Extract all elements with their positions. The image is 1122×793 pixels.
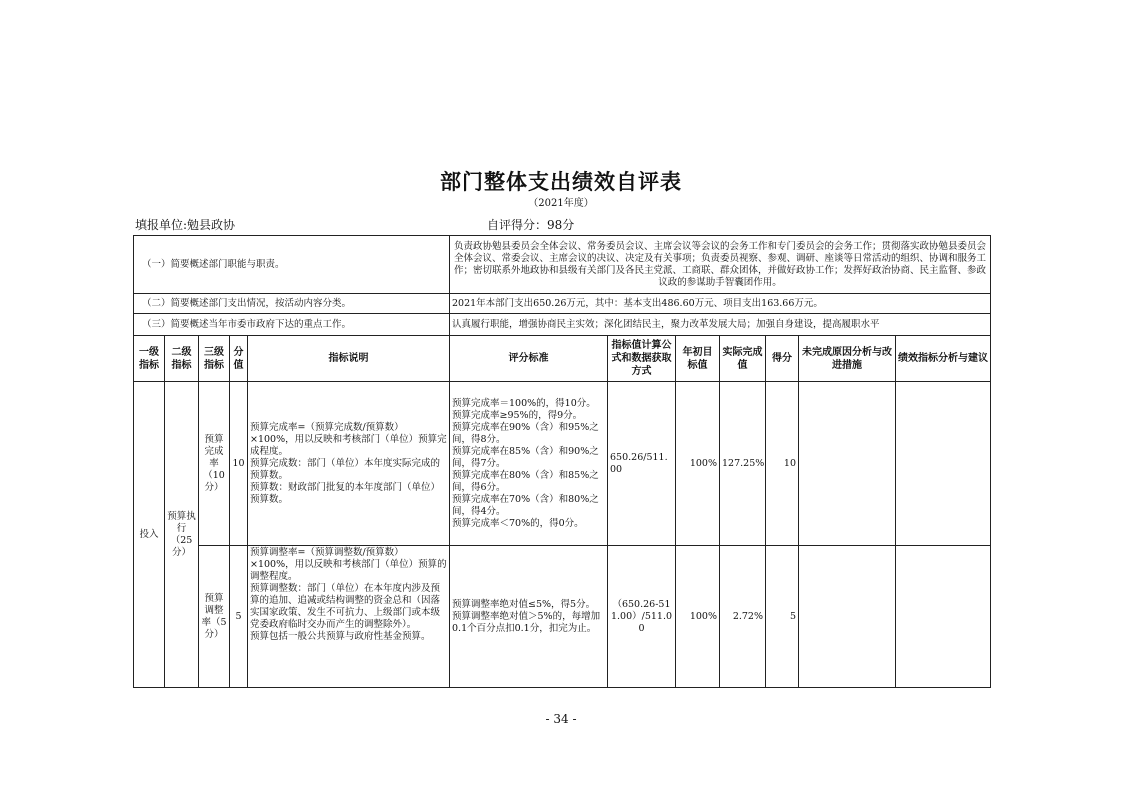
summary-content: 负责政协勉县委员会全体会议、常务委员会议、主席会议等会议的会务工作和专门委员会的会务工作；贯彻落实政协勉县委员会全体会议、常委会议、主席会议的决议、决定及有关事项；负责委员视察、参观、调研、座谈等日常活动的组织、协调和服务工作；密切联系外地政协和县级有关部门及各民主党派、工商联、群众团体，并做好政协工作；发挥好政治协商、民主监督、参政议政的参谋助手智囊团作用。	[450, 236, 991, 294]
indicator-row-2	[134, 546, 991, 688]
target-cell: 100%	[676, 546, 720, 688]
criteria-line: 预算调整率绝对值＞5%的，每增加0.1个百分点扣0.1分，扣完为止。	[452, 610, 601, 634]
criteria-line: 预算完成率≥95%的，得9分。	[452, 409, 583, 421]
desc-line: 预算包括一般公共预算与政府性基金预算。	[250, 631, 431, 642]
level3-cell: 预算调整率（5分）	[199, 546, 230, 688]
desc-line: 预算完成率=（预算完成数/预算数）×100%，用以反映和考核部门（单位）预算完成程度。	[250, 421, 447, 457]
desc-line: 预算调整率=（预算调整数/预算数）×100%，用以反映和考核部门（单位）预算的调整程度。	[250, 547, 447, 582]
analysis-cell	[799, 546, 896, 688]
self-score: 自评得分：98分	[487, 218, 575, 232]
level3-cell: 预算完成率（10分）	[199, 382, 230, 546]
header-level1: 一级指标	[134, 336, 165, 382]
summary-row-3	[134, 314, 991, 336]
target-cell: 100%	[676, 382, 720, 546]
summary-row-1	[134, 236, 991, 294]
analysis-cell	[799, 382, 896, 546]
suggest-cell	[896, 546, 991, 688]
desc-cell	[248, 382, 450, 546]
criteria-cell	[450, 546, 608, 688]
level2-cell: 预算执行（25分）	[165, 382, 199, 688]
criteria-line: 预算完成率＜70%的，得0分。	[452, 517, 584, 529]
header-target: 年初目标值	[676, 336, 720, 382]
header-criteria: 评分标准	[450, 336, 608, 382]
level1-cell: 投入	[134, 382, 165, 688]
score-value-cell: 10	[230, 382, 248, 546]
header-level2: 二级指标	[165, 336, 199, 382]
summary-row-2	[134, 294, 991, 314]
summary-label: （一）简要概述部门职能与职责。	[134, 236, 450, 294]
criteria-line: 预算完成率在70%（含）和80%之间，得4分。	[452, 493, 599, 517]
page-title: 部门整体支出绩效自评表	[440, 169, 682, 194]
header-score: 得分	[766, 336, 799, 382]
formula-cell: 650.26/511.00	[608, 382, 676, 546]
header-desc: 指标说明	[248, 336, 450, 382]
header-score-value: 分值	[230, 336, 248, 382]
desc-line: 预算调整数：部门（单位）在本年度内涉及预算的追加、追减或结构调整的资金总和（因落实国家政策、发生不可抗力、上级部门或本级党委政府临时交办而产生的调整除外）。	[250, 583, 441, 630]
criteria-line: 预算完成率在90%（含）和95%之间，得8分。	[452, 421, 599, 445]
desc-line: 预算完成数：部门（单位）本年度实际完成的预算数。	[250, 457, 441, 481]
criteria-line: 预算完成率＝100%的，得10分。	[452, 397, 596, 409]
score-value-cell: 5	[230, 546, 248, 688]
suggest-cell	[896, 382, 991, 546]
score-cell: 10	[766, 382, 799, 546]
header-formula: 指标值计算公式和数据获取方式	[608, 336, 676, 382]
criteria-line: 预算调整率绝对值≤5%，得5分。	[452, 598, 596, 610]
page-subtitle: （2021年度）	[528, 198, 594, 209]
criteria-cell	[450, 382, 608, 546]
header-analysis: 未完成原因分析与改进措施	[799, 336, 896, 382]
summary-content: 2021年本部门支出650.26万元，其中：基本支出486.60万元、项目支出163.66万元。	[450, 294, 991, 314]
actual-cell: 127.25%	[720, 382, 766, 546]
header-row	[134, 336, 991, 382]
indicator-row-1	[134, 382, 991, 546]
page-number: - 34 -	[545, 712, 577, 726]
desc-line: 预算数：财政部门批复的本年度部门（单位）预算数。	[250, 481, 441, 505]
actual-cell: 2.72%	[720, 546, 766, 688]
header-suggest: 绩效指标分析与建议	[896, 336, 991, 382]
score-cell: 5	[766, 546, 799, 688]
formula-cell: （650.26-511.00）/511.00	[608, 546, 676, 688]
summary-label: （三）简要概述当年市委市政府下达的重点工作。	[134, 314, 450, 336]
header-level3: 三级指标	[199, 336, 230, 382]
reporting-unit: 填报单位:勉县政协	[135, 218, 236, 232]
desc-cell	[248, 546, 450, 688]
criteria-line: 预算完成率在85%（含）和90%之间，得7分。	[452, 445, 599, 469]
summary-content: 认真履行职能，增强协商民主实效；深化团结民主，聚力改革发展大局；加强自身建设，提高履职水平	[450, 314, 991, 336]
summary-label: （二）简要概述部门支出情况，按活动内容分类。	[134, 294, 450, 314]
performance-table	[133, 235, 991, 688]
criteria-line: 预算完成率在80%（含）和85%之间，得6分。	[452, 469, 599, 493]
header-actual: 实际完成值	[720, 336, 766, 382]
